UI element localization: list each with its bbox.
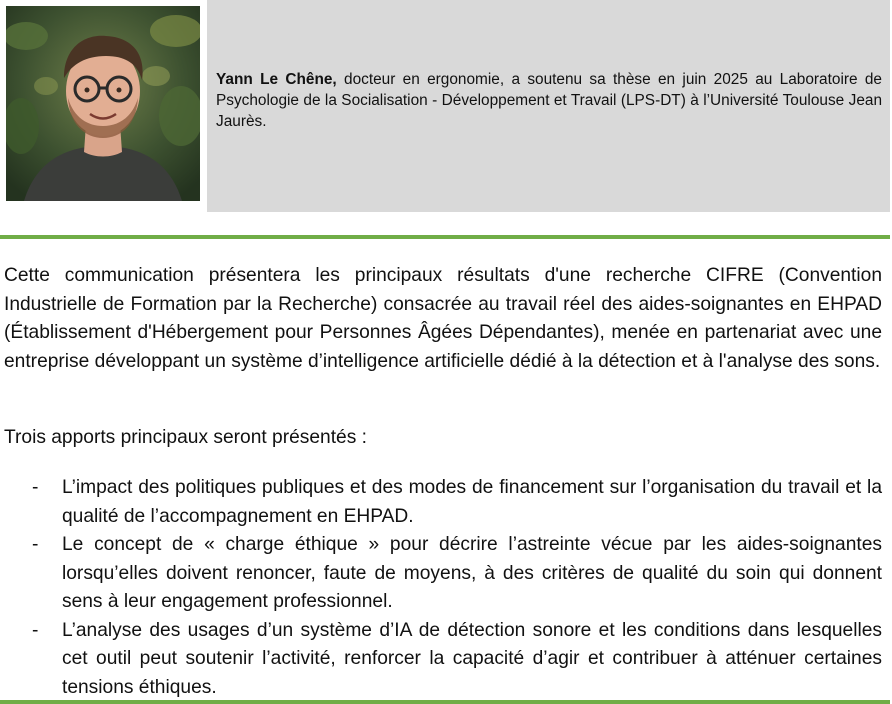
list-marker: - <box>32 619 39 641</box>
list-item <box>4 531 882 617</box>
list-item-text: L’analyse des usages d’un système d’IA de détection sonore et les conditions dans lesquelles cet outil peut soutenir l’activité, renforcer la capacité d’agir et contribuer à atténuer certaines tensions éthiques. <box>62 619 882 698</box>
intro-paragraph: Cette communication présentera les principaux résultats d'une recherche CIFRE (Convention Industrielle de Formation par la Recherche) consacrée au travail réel des aides-soignantes en EHPAD (Établissement d'Hébergement pour Personnes Âgées Dépendantes), menée en partenariat avec une entreprise développant un système d’intelligence artificielle dédié à la détection et à l'analyse des sons. <box>4 265 882 372</box>
top-divider <box>0 235 890 239</box>
bottom-divider <box>0 700 890 704</box>
list-marker: - <box>32 534 39 555</box>
lead-paragraph: Trois apports principaux seront présentés : <box>4 427 367 448</box>
list-item-text: L’impact des politiques publiques et des modes de financement sur l’organisation du travail et la qualité de l’accompagnement en EHPAD. <box>62 477 882 527</box>
list-item-text: Le concept de « charge éthique » pour décrire l’astreinte vécue par les aides-soignantes lorsqu’elles doivent renoncer, faute de moyens, à des critères de qualité du soin qui donnent sens à leur engagement professionnel. <box>62 534 882 612</box>
author-portrait-image <box>6 6 200 201</box>
author-name: Yann Le Chêne, <box>216 71 337 88</box>
list-marker: - <box>32 477 39 498</box>
contributions-list <box>4 474 882 702</box>
author-bio-text: docteur en ergonomie, a soutenu sa thèse en juin 2025 au Laboratoire de Psychologie de la Socialisation - Développement et Travail (LPS-DT) à l’Université Toulouse Jean Jaurès. <box>216 71 882 130</box>
author-bio <box>216 69 882 132</box>
list-item <box>4 617 882 703</box>
author-photo <box>6 6 200 201</box>
author-bio-panel <box>207 0 890 212</box>
list-item <box>4 474 882 531</box>
